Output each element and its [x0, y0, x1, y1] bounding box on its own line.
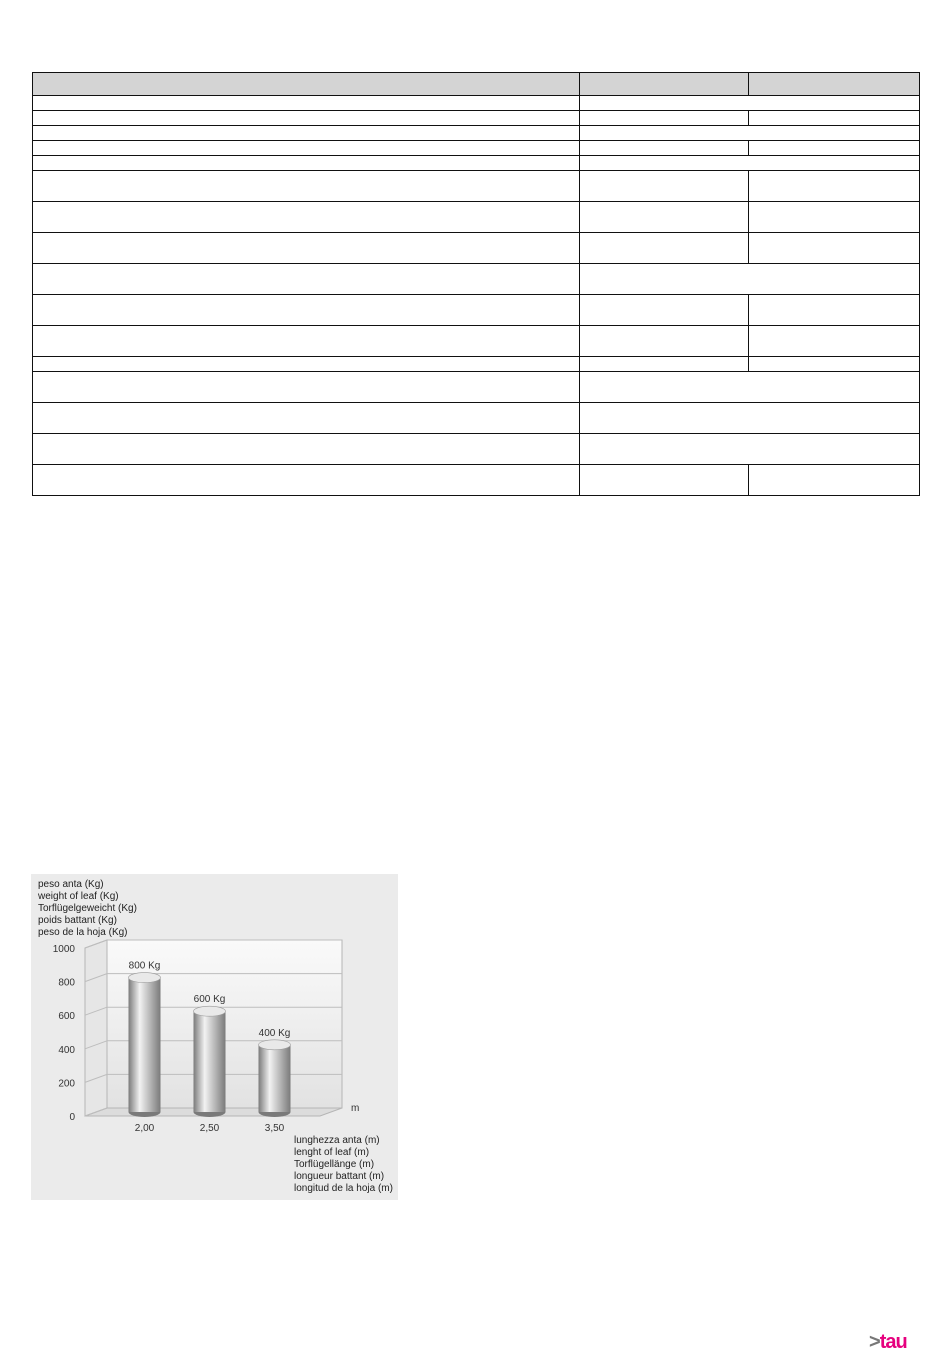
table-cell: [580, 233, 749, 264]
bar: [194, 1006, 226, 1117]
table-cell: [749, 357, 920, 372]
table-cell: [33, 126, 580, 141]
y-tick-label: 800: [58, 977, 75, 989]
table-cell: [33, 96, 580, 111]
table-row: [33, 264, 920, 295]
table-cell: [33, 465, 580, 496]
table-row: [33, 326, 920, 357]
y-axis-label: weight of leaf (Kg): [38, 891, 119, 902]
table-header-cell: [580, 73, 749, 96]
table-row: [33, 156, 920, 171]
table-row: [33, 372, 920, 403]
table-cell: [33, 171, 580, 202]
x-axis-label: lunghezza anta (m): [294, 1135, 380, 1146]
table-row: [33, 295, 920, 326]
table-row: [33, 96, 920, 111]
spec-table: [32, 72, 920, 496]
x-unit-label: m: [351, 1103, 360, 1114]
table-cell: [580, 403, 920, 434]
table-cell: [33, 141, 580, 156]
table-row: [33, 141, 920, 156]
table-cell: [749, 295, 920, 326]
table-cell: [33, 202, 580, 233]
table-cell: [580, 202, 749, 233]
y-tick-label: 200: [58, 1078, 75, 1090]
table-row: [33, 171, 920, 202]
table-cell: [749, 141, 920, 156]
table-cell: [749, 111, 920, 126]
bar: [129, 973, 161, 1117]
x-axis-label: lenght of leaf (m): [294, 1147, 370, 1158]
table-cell: [580, 96, 920, 111]
table-cell: [33, 233, 580, 264]
bar-part: [259, 1040, 291, 1050]
table-cell: [580, 171, 749, 202]
table-cell: [580, 111, 749, 126]
table-header-cell: [749, 73, 920, 96]
table-cell: [749, 465, 920, 496]
tau-logo: [869, 1331, 907, 1353]
y-tick-label: 0: [69, 1112, 75, 1123]
y-axis-label: poids battant (Kg): [38, 915, 117, 926]
table-row: [33, 357, 920, 372]
table-cell: [33, 403, 580, 434]
y-axis-label: peso anta (Kg): [38, 879, 104, 890]
y-axis-label: peso de la hoja (Kg): [38, 927, 128, 938]
x-axis-label: longitud de la hoja (m): [294, 1183, 393, 1194]
table-cell: [749, 171, 920, 202]
table-cell: [33, 111, 580, 126]
x-axis-label: Torflügellänge (m): [294, 1159, 375, 1170]
x-tick-label: 3,50: [264, 1123, 285, 1134]
table-header-cell: [33, 73, 580, 96]
table-cell: [580, 372, 920, 403]
table-row: [33, 403, 920, 434]
bar-part: [259, 1045, 291, 1112]
bar-data-label: 800 Kg: [128, 960, 161, 972]
table-header-row: [33, 73, 920, 96]
table-cell: [580, 295, 749, 326]
table-cell: [749, 202, 920, 233]
y-tick-label: 400: [58, 1044, 75, 1056]
bar-part: [129, 978, 161, 1112]
table-cell: [580, 126, 920, 141]
bar-part: [129, 973, 161, 983]
table-cell: [580, 465, 749, 496]
bar-data-label: 400 Kg: [258, 1027, 291, 1039]
table-row: [33, 111, 920, 126]
table-cell: [33, 295, 580, 326]
table-body: [33, 96, 920, 496]
y-tick-label: 600: [58, 1011, 75, 1023]
table-row: [33, 233, 920, 264]
logo-text: tau: [879, 1331, 907, 1353]
bar-part: [194, 1006, 226, 1016]
bar: [259, 1040, 291, 1117]
logo-arrow: >: [869, 1331, 880, 1353]
table-row: [33, 126, 920, 141]
y-axis-label: Torflügelgeweicht (Kg): [38, 903, 137, 914]
table-cell: [33, 264, 580, 295]
bar-data-label: 600 Kg: [193, 994, 226, 1006]
table-cell: [33, 357, 580, 372]
chart-side-wall: [85, 940, 107, 1116]
bar-part: [194, 1011, 226, 1112]
table-cell: [580, 434, 920, 465]
table-cell: [580, 326, 749, 357]
table-cell: [33, 434, 580, 465]
table-row: [33, 465, 920, 496]
x-tick-label: 2,50: [199, 1123, 220, 1134]
y-tick-label: 1000: [52, 944, 75, 955]
weight-length-chart: [31, 874, 398, 1200]
table-cell: [580, 156, 920, 171]
table-cell: [749, 233, 920, 264]
table-cell: [33, 372, 580, 403]
x-tick-label: 2,00: [134, 1123, 155, 1134]
table-cell: [580, 264, 920, 295]
table-cell: [580, 141, 749, 156]
table-row: [33, 202, 920, 233]
table-row: [33, 434, 920, 465]
table-cell: [749, 326, 920, 357]
table-cell: [33, 156, 580, 171]
table-cell: [580, 357, 749, 372]
x-axis-label: longueur battant (m): [294, 1171, 385, 1182]
table-cell: [33, 326, 580, 357]
